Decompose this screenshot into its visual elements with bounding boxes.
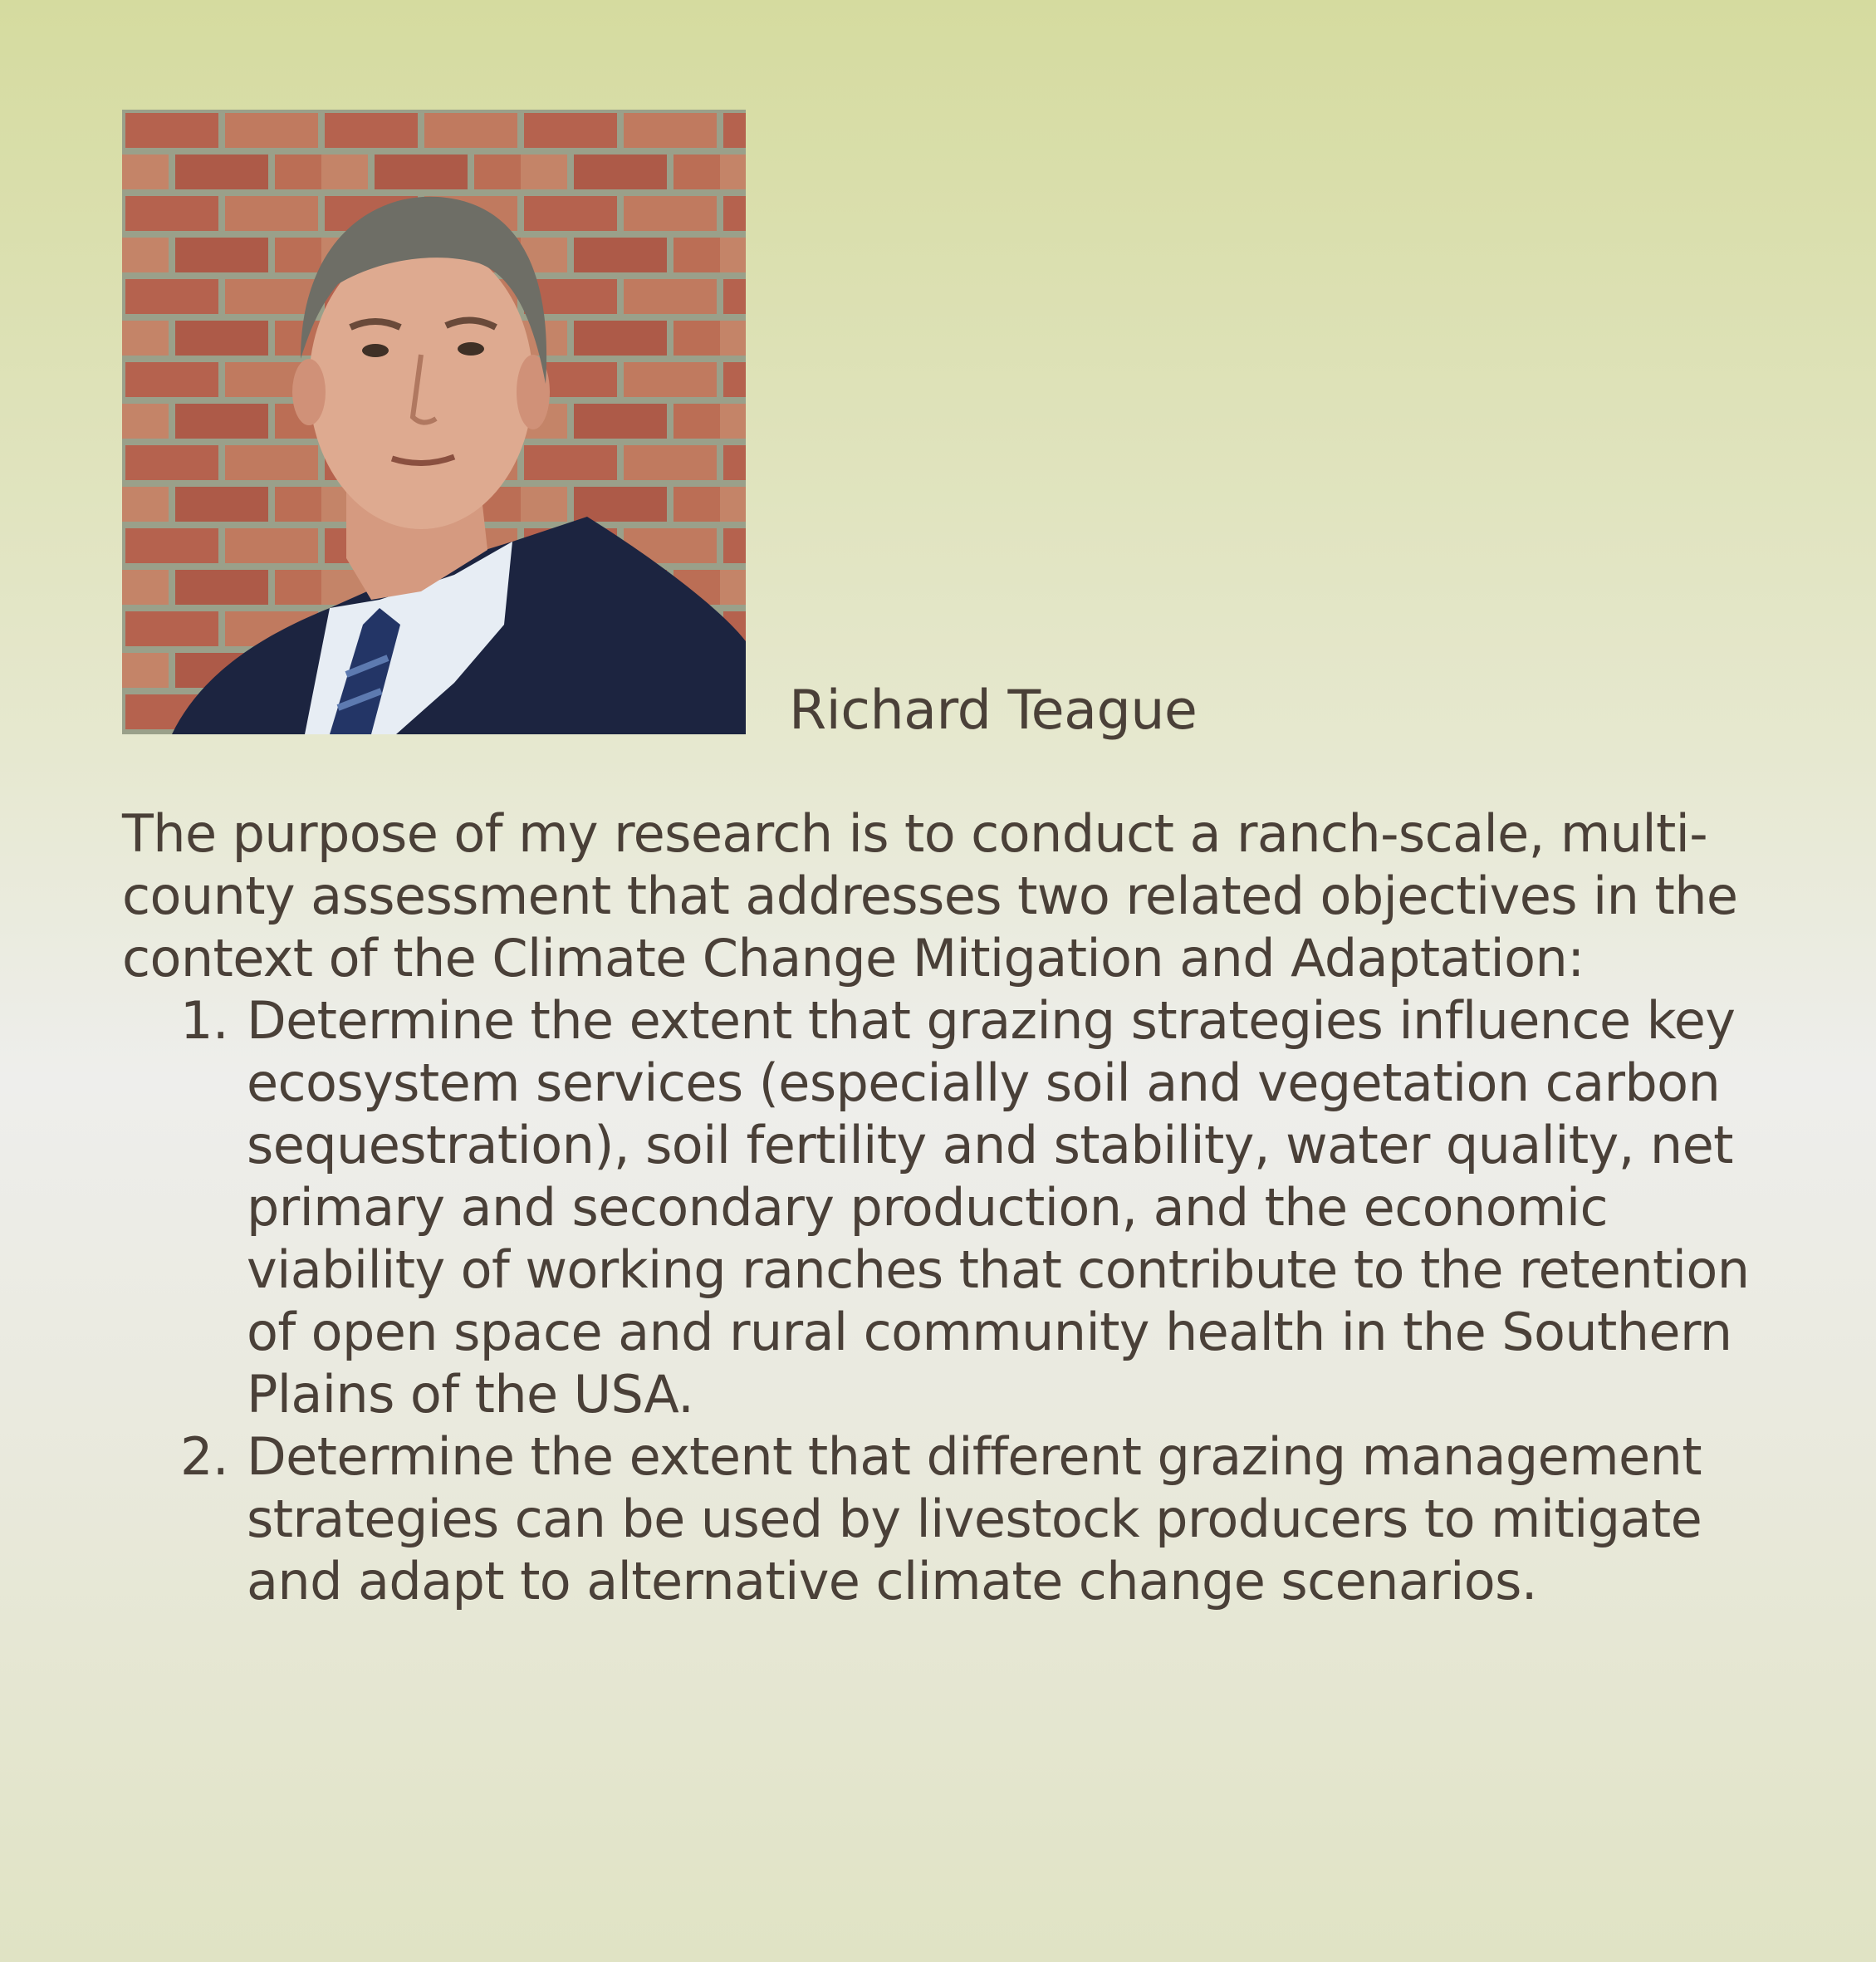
objective-number: 2. bbox=[180, 1426, 228, 1487]
portrait-image bbox=[122, 110, 746, 734]
objective-text: Determine the extent that different grazing management strategies can be used by livestock producers to mitigate and adapt to alternative climate change scenarios. bbox=[247, 1426, 1702, 1611]
research-description bbox=[122, 802, 1800, 1612]
profile-photo bbox=[122, 110, 746, 734]
intro-paragraph: The purpose of my research is to conduct a ranch-scale, multi-county assessment that addresses two related objectives in the context of the Climate Change Mitigation and Adaptation: bbox=[122, 803, 1738, 988]
objectives-list bbox=[122, 989, 1800, 1612]
objective-number: 1. bbox=[180, 990, 228, 1051]
objective-item bbox=[122, 1425, 1800, 1612]
objective-item bbox=[122, 989, 1800, 1425]
objective-text: Determine the extent that grazing strategies influence key ecosystem services (especially soil and vegetation carbon sequestration), soil fertility and stability, water quality, net primary and secondary production, and the economic viability of working ranches that contribute to the retention of open space and rural community health in the Southern Plains of the USA. bbox=[247, 990, 1750, 1425]
person-name: Richard Teague bbox=[789, 679, 1198, 742]
